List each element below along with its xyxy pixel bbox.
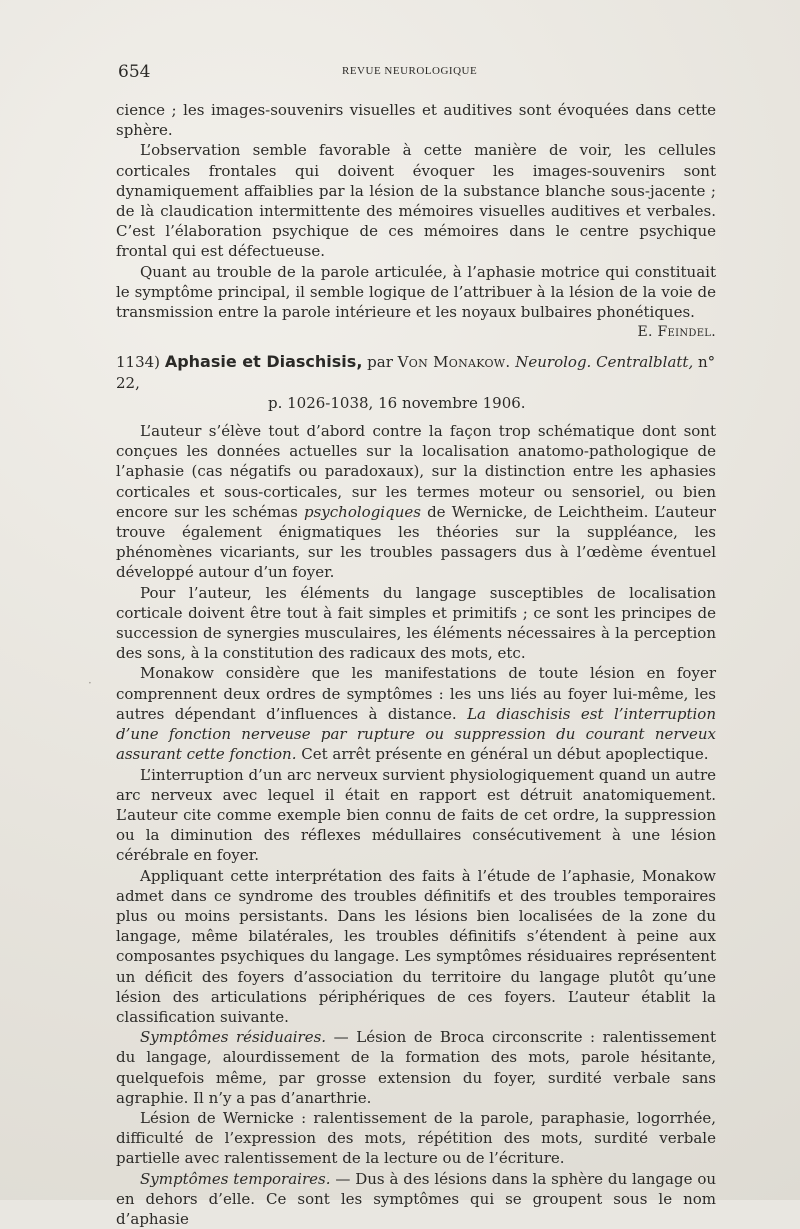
review-paragraphs [116, 421, 716, 1229]
signature-text: E. Feindel. [637, 324, 716, 341]
entry-title: Aphasie et Diaschisis, [164, 352, 363, 372]
entry-by: par [367, 353, 393, 372]
entry-first-line [116, 352, 716, 392]
italic-text: La diaschisis est l’interruption d’une fonction nerveuse par rupture ou suppression du courant nerveux assurant cette fonction. [116, 704, 716, 764]
paragraph-text: Cet arrêt présente en général un début apoplectique. [296, 745, 709, 764]
paragraph [116, 663, 716, 764]
entry-issue: n° 22, [116, 353, 716, 392]
continued-paragraph: cience ; les images-souvenirs visuelles et auditives sont évoquées dans cette sphère. [116, 101, 716, 140]
paragraph [116, 583, 716, 664]
paragraph [116, 1027, 716, 1108]
entry-author: Von Monakow. [397, 353, 511, 372]
paragraph-text: Lésion de Wernicke : ralentissement de la parole, paraphasie, logorrhée, difficulté de l’expression des mots, répétition des mots, surdité verbale partielle avec ralentissement de la lecture ou de l’écriture. [116, 1108, 716, 1168]
page-number: 654 [118, 62, 151, 82]
page-speck: · [88, 676, 92, 690]
author-signature [116, 322, 716, 342]
paragraph [116, 866, 716, 1028]
paragraph [116, 421, 716, 583]
paragraph: Quant au trouble de la parole articulée, à l’aphasie motrice qui constituait le symptôme principal, il semble logique de l’attribuer à la lésion de la voie de transmission entre la parole intérieure et les noyaux bulbaires phonétiques. [116, 262, 716, 322]
running-title: REVUE NEUROLOGIQUE [342, 65, 478, 77]
page-header [118, 62, 718, 86]
italic-text: Symptômes résiduaires. [140, 1028, 327, 1047]
entry-journal: Neurolog. Centralblatt, [515, 353, 694, 372]
paragraph-text: Appliquant cette interprétation des faits à l’étude de l’aphasie, Monakow admet dans ce syndrome des troubles définitifs et des troubles temporaires plus ou moins persistants. Dans les lésions bien localisées de la zone du langage, même bilatérales, les troubles définitifs s’étendent à peine aux composantes psychiques du langage. Les symptômes résiduaires représentent un déficit des foyers d’association du territoire du langage plutôt qu’une lésion des articulations périphériques de ces foyers. L’auteur établit la classification suivante. [116, 866, 716, 1026]
paragraph [116, 1169, 716, 1229]
paragraph [116, 765, 716, 866]
paragraph-text: L’interruption d’un arc nerveux survient physiologiquement quand un autre arc nerveux avec lequel il était en rapport est détruit anatomiquement. L’auteur cite comme exemple bien connu de faits de cet ordre, la suppression ou la diminution des réflexes médullaires consécutivement à une lésion cérébrale en foyer. [116, 765, 716, 865]
paragraph [116, 1108, 716, 1169]
paragraph-text: Monakow considère que les manifestations de toute lésion en foyer comprennent deux ordres de symptômes : les uns liés au foyer lui-même, les autres dépendant d’influences à distance. [116, 664, 716, 723]
entry-number: 1134) [116, 353, 161, 372]
paragraph-text: — Dus à des lésions dans la sphère du langage ou en dehors d’elle. Ce sont les symptômes qui se groupent sous le nom d’aphasie [116, 1169, 717, 1228]
document-body [116, 100, 716, 1229]
italic-text: Symptômes temporaires. [140, 1169, 331, 1188]
italic-text: psychologiques [304, 502, 421, 521]
paragraph-text: L’auteur s’élève tout d’abord contre la façon trop schématique dont sont conçues les données actuelles sur la localisation anatomo-pathologique de l’aphasie (cas négatifs ou paradoxaux), sur la distinction entre les aphasies corticales et sous-corticales, sur les termes moteur ou sensoriel, ou bien encore sur les schémas [116, 422, 716, 521]
paragraph-text: de Wernicke, de Leichtheim. L’auteur trouve également énigmatiques les théories sur la suppléance, les phénomènes vicariants, sur les troubles passagers dus à l’œdème éventuel développé autour d’un foyer. [116, 502, 716, 582]
paragraph-text: — Lésion de Broca circonscrite : ralentissement du langage, alourdissement de la formation des mots, parole hésitante, quelquefois même, par grosse extension du foyer, surdité verbale sans agraphie. Il n’y a pas d’anarthrie. [116, 1028, 716, 1107]
paragraph-text: Pour l’auteur, les éléments du langage susceptibles de localisation corticale doivent être tout à fait simples et primitifs ; ce sont les principes de succession de synergies musculaires, les éléments nécessaires à la perception des sons, à la constitution des radicaux des mots, etc. [116, 583, 716, 663]
entry-pages-date: p. 1026-1038, 16 novembre 1906. [268, 393, 526, 412]
paragraph: L’observation semble favorable à cette manière de voir, les cellules corticales frontales qui doivent évoquer les images-souvenirs sont dynamiquement affaiblies par la lésion de la substance blanche sous-jacente ; de là claudication intermittente des mémoires visuelles auditives et verbales. C’est l’élaboration psychique de ces mémoires dans le centre psychique frontal qui est défectueuse. [116, 141, 716, 261]
review-entry-heading [116, 352, 716, 413]
